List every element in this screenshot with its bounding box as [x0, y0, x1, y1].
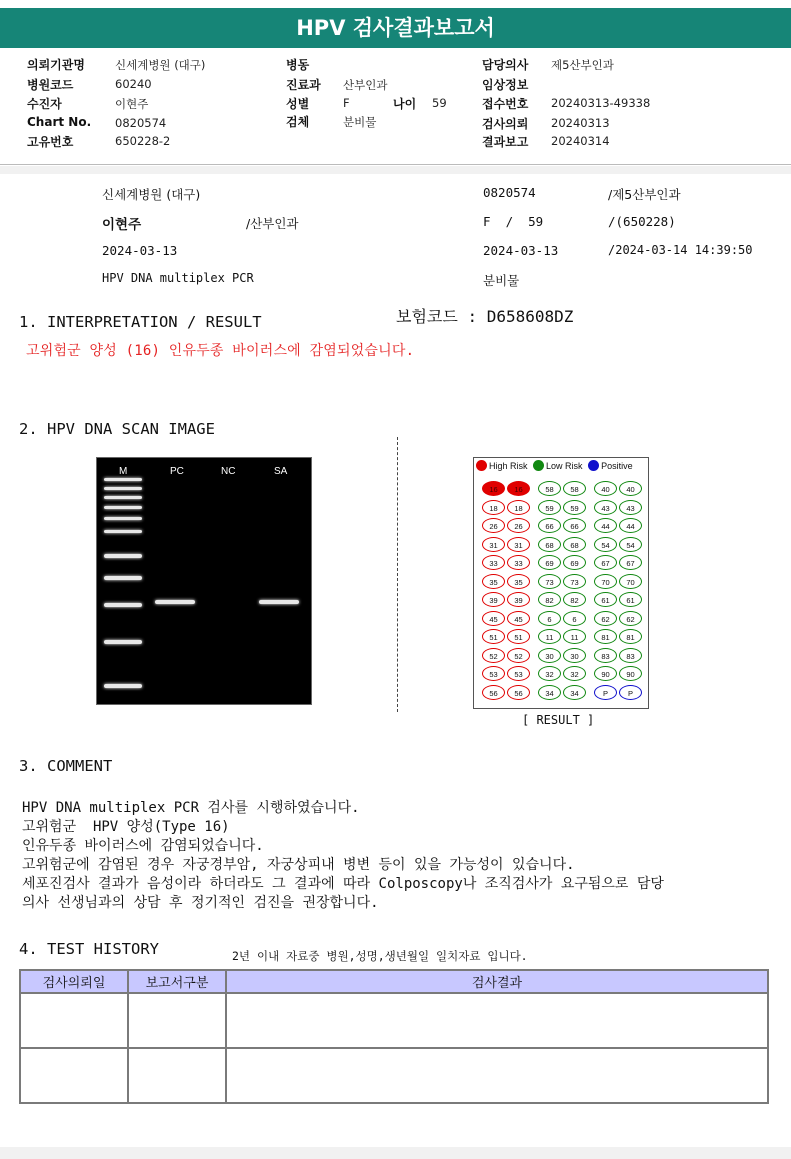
genotype-oval: 32 [563, 666, 586, 681]
genotype-oval: 82 [538, 592, 561, 607]
genotype-oval: 33 [482, 555, 505, 570]
pc-band [155, 600, 195, 604]
genotype-oval: 70 [594, 574, 617, 589]
genotype-oval: 68 [538, 537, 561, 552]
genotype-oval: 53 [482, 666, 505, 681]
age-value: 59 [432, 96, 447, 110]
genotype-oval: 44 [619, 518, 642, 533]
genotype-oval: 73 [563, 574, 586, 589]
marker-band [104, 603, 142, 607]
report-title: HPV 검사결과보고서 [0, 8, 791, 48]
genotype-oval: 59 [563, 500, 586, 515]
info-date2: 2024-03-13 [483, 243, 559, 258]
info-id: /(650228) [608, 214, 676, 229]
genotype-oval: 66 [563, 518, 586, 533]
genotype-oval: 16 [482, 481, 505, 496]
marker-band [104, 684, 142, 688]
comment-line: HPV DNA multiplex PCR 검사를 시행하였습니다. [22, 800, 360, 816]
history-table [19, 969, 769, 1104]
genotype-oval: 6 [538, 611, 561, 626]
genotype-oval: 43 [594, 500, 617, 515]
col-report-type: 보고서구분 [128, 970, 226, 993]
genotype-oval: 81 [619, 629, 642, 644]
legend-high: High Risk [489, 461, 528, 471]
section2-title: 2. HPV DNA SCAN IMAGE [19, 420, 215, 438]
info-patient: 이현주 [102, 217, 142, 233]
info-doctor: /제5산부인과 [608, 187, 681, 202]
comment-line: 고위험군 HPV 양성(Type 16) [22, 819, 230, 835]
genotype-oval: 56 [507, 685, 530, 700]
genotype-oval: 62 [619, 611, 642, 626]
specimen-label: 검체 [286, 115, 310, 129]
genotype-oval: 81 [594, 629, 617, 644]
request-date-value: 20240313 [551, 116, 610, 130]
interpretation-text: 고위험군 양성 (16) 인유두종 바이러스에 감염되었습니다. [26, 343, 415, 359]
genotype-oval: 39 [507, 592, 530, 607]
marker-band [104, 517, 142, 520]
info-specimen: 분비물 [483, 273, 520, 288]
section1-title: 1. INTERPRETATION / RESULT [19, 313, 262, 331]
col-result: 검사결과 [226, 970, 768, 993]
table-row [20, 1048, 768, 1103]
hospital-name-value: 신세계병원 (대구) [115, 58, 206, 72]
comment-text [22, 799, 664, 913]
sa-band [259, 600, 299, 604]
genotype-oval: 58 [538, 481, 561, 496]
unique-no-label: 고유번호 [27, 135, 74, 149]
specimen-value: 분비물 [343, 115, 377, 129]
genotype-oval: 82 [563, 592, 586, 607]
genotype-oval: 35 [507, 574, 530, 589]
genotype-oval: 18 [507, 500, 530, 515]
genotype-oval: 6 [563, 611, 586, 626]
genotype-oval: 61 [594, 592, 617, 607]
genotype-oval: 62 [594, 611, 617, 626]
report-date-label: 결과보고 [482, 135, 529, 149]
genotype-oval: 69 [538, 555, 561, 570]
genotype-oval: 31 [507, 537, 530, 552]
genotype-oval: 26 [482, 518, 505, 533]
legend-positive: Positive [601, 461, 633, 471]
genotype-oval: 26 [507, 518, 530, 533]
genotype-oval: 30 [563, 648, 586, 663]
hpv-result-grid [473, 457, 649, 709]
gel-lane-sa: SA [274, 466, 288, 477]
legend-low: Low Risk [546, 461, 583, 471]
marker-band [104, 576, 142, 580]
low-risk-dot-icon [533, 460, 544, 471]
genotype-oval: 52 [482, 648, 505, 663]
genotype-oval: 69 [563, 555, 586, 570]
hospital-code-value: 60240 [115, 77, 152, 91]
grid-legend [476, 460, 646, 471]
genotype-oval: 33 [507, 555, 530, 570]
genotype-oval: 32 [538, 666, 561, 681]
genotype-oval: 68 [563, 537, 586, 552]
dept-label: 진료과 [286, 78, 321, 92]
report-date-value: 20240314 [551, 134, 610, 148]
clinical-info-label: 임상정보 [482, 78, 529, 92]
genotype-oval: 31 [482, 537, 505, 552]
doctor-value: 제5산부인과 [551, 58, 614, 72]
sex-label: 성별 [286, 97, 310, 111]
comment-line: 세포진검사 결과가 음성이라 하더라도 그 결과에 따라 Colposcopy나 조직검사가 요구됨으로 담당 [22, 876, 664, 892]
dashed-divider [397, 437, 398, 712]
section4-title: 4. TEST HISTORY [19, 940, 159, 958]
col-request-date: 검사의뢰일 [20, 970, 128, 993]
dept-value: 산부인과 [343, 78, 388, 92]
genotype-oval: 11 [563, 629, 586, 644]
genotype-oval: 83 [619, 648, 642, 663]
history-header-row [20, 970, 768, 993]
genotype-oval: 30 [538, 648, 561, 663]
genotype-oval: 16 [507, 481, 530, 496]
comment-line: 고위험군에 감염된 경우 자궁경부암, 자궁상피내 병변 등이 있을 가능성이 있습니다. [22, 857, 575, 873]
genotype-oval: 61 [619, 592, 642, 607]
genotype-oval: 34 [563, 685, 586, 700]
marker-band [104, 640, 142, 644]
unique-no-value: 650228-2 [115, 134, 171, 148]
chart-no-label: Chart No. [27, 115, 92, 129]
marker-band [104, 530, 142, 533]
doctor-label: 담당의사 [482, 58, 529, 72]
genotype-oval: 45 [507, 611, 530, 626]
info-chart: 0820574 [483, 185, 536, 200]
genotype-oval: 54 [619, 537, 642, 552]
genotype-oval: 18 [482, 500, 505, 515]
genotype-oval: P [619, 685, 642, 700]
hospital-name-label: 의뢰기관명 [27, 58, 85, 72]
comment-line: 의사 선생님과의 상담 후 정기적인 검진을 권장합니다. [22, 895, 379, 911]
genotype-oval: 67 [594, 555, 617, 570]
comment-line: 인유두종 바이러스에 감염되었습니다. [22, 838, 264, 854]
genotype-oval: 11 [538, 629, 561, 644]
genotype-oval: 90 [594, 666, 617, 681]
result-caption: [ RESULT ] [522, 713, 595, 727]
marker-band [104, 506, 142, 509]
genotype-oval: 40 [619, 481, 642, 496]
gel-lane-m: M [119, 466, 128, 477]
marker-band [104, 496, 142, 499]
genotype-oval: 39 [482, 592, 505, 607]
age-label: 나이 [393, 97, 417, 111]
genotype-oval: 43 [619, 500, 642, 515]
info-dept: /산부인과 [246, 216, 299, 231]
ward-label: 병동 [286, 58, 310, 72]
genotype-oval: 35 [482, 574, 505, 589]
patient-label: 수진자 [27, 97, 62, 111]
genotype-oval: 70 [619, 574, 642, 589]
hospital-code-label: 병원코드 [27, 78, 74, 92]
section3-title: 3. COMMENT [19, 757, 113, 775]
genotype-oval: 44 [594, 518, 617, 533]
gel-lane-pc: PC [170, 466, 184, 477]
genotype-oval: 54 [594, 537, 617, 552]
genotype-oval: 66 [538, 518, 561, 533]
info-date1: 2024-03-13 [102, 243, 178, 258]
marker-band [104, 554, 142, 558]
gel-image [96, 457, 312, 705]
marker-band [104, 487, 142, 490]
genotype-oval: 73 [538, 574, 561, 589]
chart-no-value: 0820574 [115, 116, 167, 130]
receipt-no-value: 20240313-49338 [551, 96, 651, 110]
genotype-oval: 45 [482, 611, 505, 626]
positive-dot-icon [588, 460, 599, 471]
genotype-oval: P [594, 685, 617, 700]
history-note: 2년 이내 자료중 병원,성명,생년월일 일치자료 입니다. [232, 949, 528, 963]
sex-value: F [343, 96, 350, 110]
gel-lane-nc: NC [221, 466, 236, 477]
receipt-no-label: 접수번호 [482, 97, 529, 111]
header-strip [0, 166, 791, 174]
genotype-oval: 51 [507, 629, 530, 644]
info-test: HPV DNA multiplex PCR [102, 271, 254, 285]
table-row [20, 993, 768, 1048]
genotype-oval: 53 [507, 666, 530, 681]
header-divider [0, 164, 791, 165]
insurance-code: 보험코드 : D658608DZ [396, 307, 574, 326]
genotype-oval: 67 [619, 555, 642, 570]
marker-band [104, 478, 142, 481]
info-datetime: /2024-03-14 14:39:50 [608, 243, 753, 257]
request-date-label: 검사의뢰 [482, 117, 529, 131]
genotype-oval: 40 [594, 481, 617, 496]
genotype-oval: 59 [538, 500, 561, 515]
genotype-oval: 83 [594, 648, 617, 663]
high-risk-dot-icon [476, 460, 487, 471]
genotype-oval: 56 [482, 685, 505, 700]
genotype-oval: 58 [563, 481, 586, 496]
info-sex-age: F / 59 [483, 214, 544, 229]
genotype-oval: 52 [507, 648, 530, 663]
patient-value: 이현주 [115, 97, 149, 111]
genotype-oval: 90 [619, 666, 642, 681]
genotype-oval: 51 [482, 629, 505, 644]
genotype-oval: 34 [538, 685, 561, 700]
info-hospital: 신세계병원 (대구) [102, 187, 201, 202]
footer-strip [0, 1147, 791, 1159]
